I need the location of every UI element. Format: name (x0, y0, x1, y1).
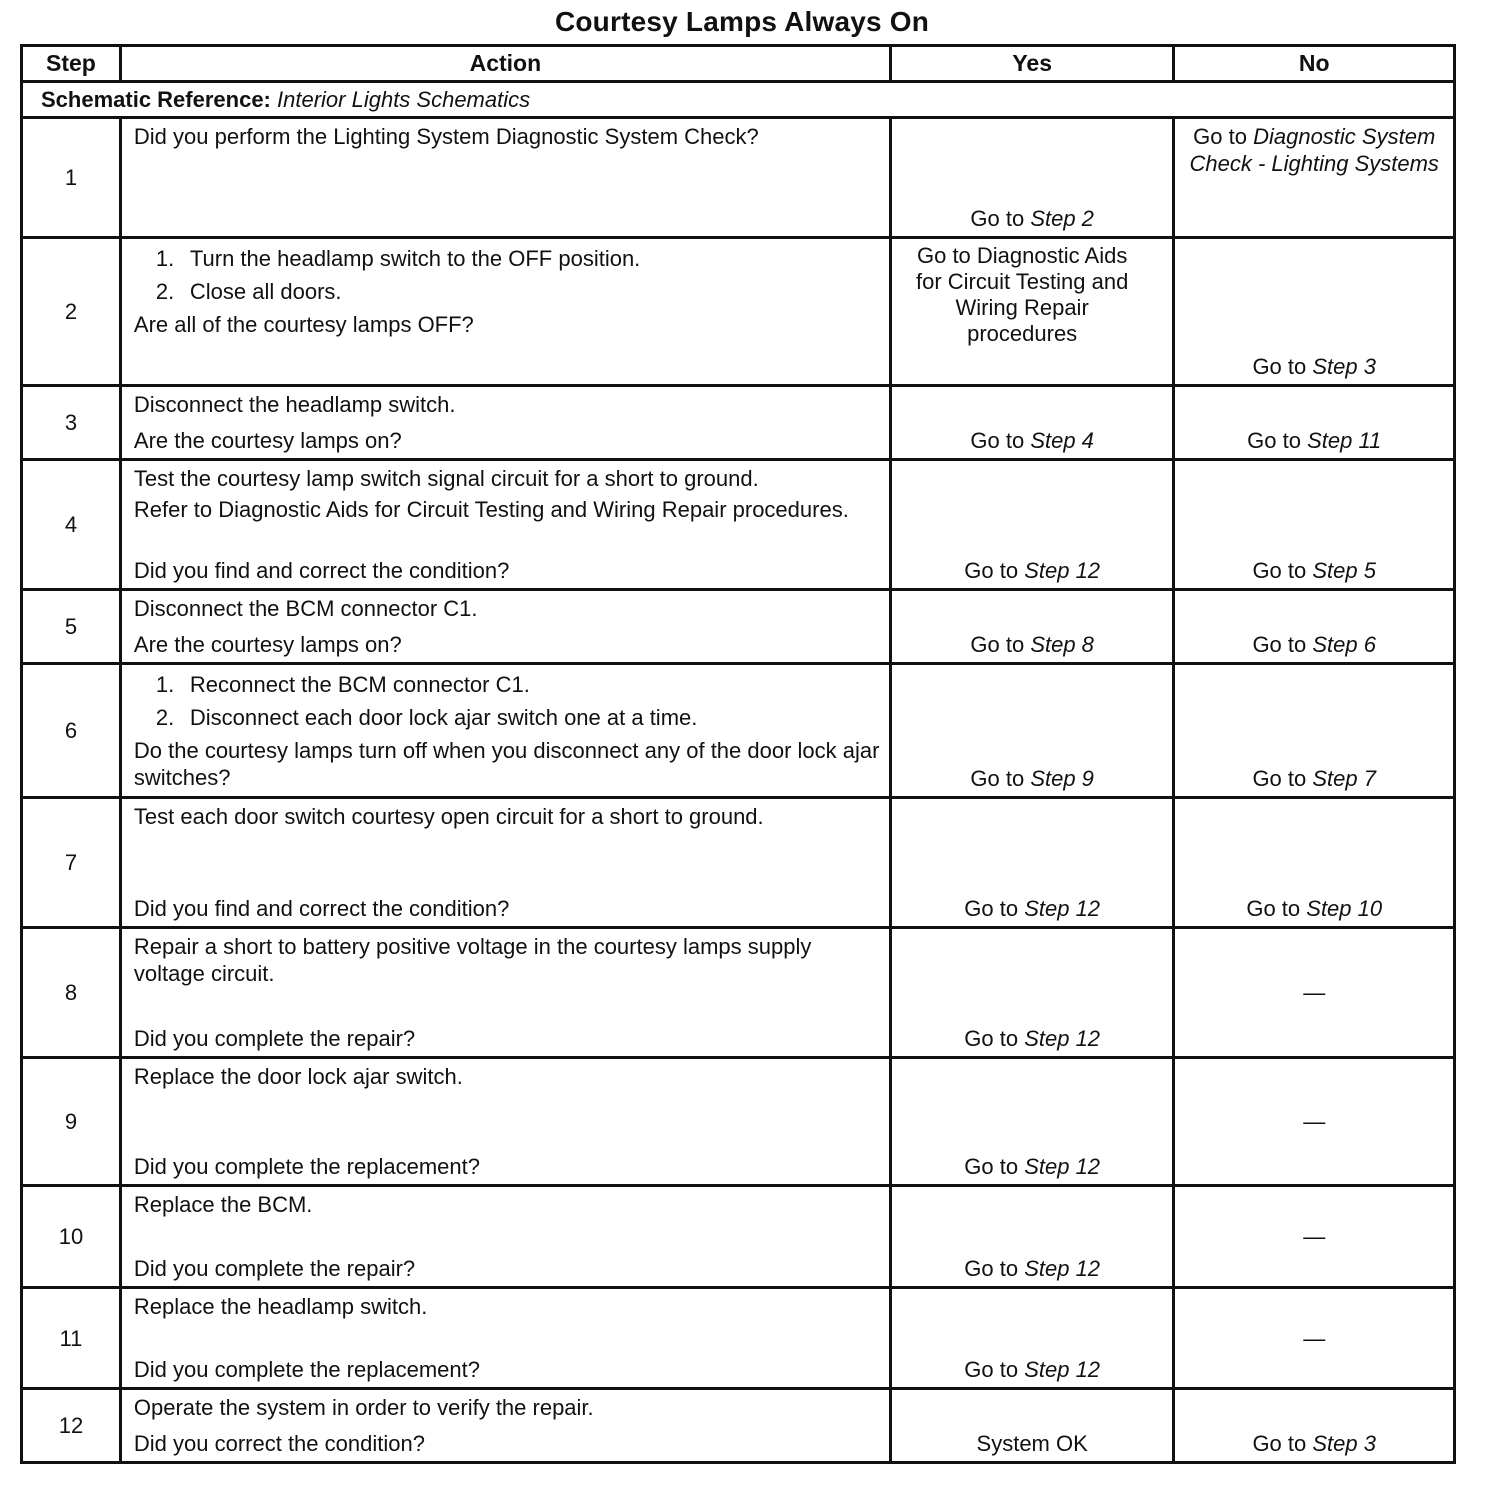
action-instructions (134, 1191, 881, 1218)
no-outcome-link[interactable]: Step 3 (1312, 354, 1376, 379)
yes-outcome-link[interactable]: Step 9 (1030, 766, 1094, 791)
action-question: Did you complete the replacement? (133, 1357, 480, 1382)
yes-outcome (890, 590, 1174, 664)
no-outcome (1174, 238, 1455, 386)
substep-number: 2. (155, 279, 175, 304)
step-number: 3 (22, 386, 121, 460)
action-question: Did you complete the repair? (133, 1256, 416, 1281)
yes-outcome-text: Go to (964, 1357, 1019, 1382)
no-outcome-dash: — (1303, 1325, 1326, 1351)
substep-number: 1. (155, 246, 175, 271)
yes-outcome-text: Go to (970, 206, 1025, 231)
action-question: Did you find and correct the condition? (133, 558, 510, 583)
yes-outcome (890, 1058, 1174, 1186)
substep-text: Reconnect the BCM connector C1. (189, 672, 530, 697)
action-question: Did you complete the repair? (133, 1026, 416, 1051)
yes-outcome (890, 798, 1174, 928)
action-instructions (134, 1293, 881, 1320)
no-outcome-link[interactable]: Step 11 (1307, 428, 1382, 453)
action-line: Refer to Diagnostic Aids for Circuit Testing and Wiring Repair procedures. (133, 497, 849, 522)
yes-outcome (890, 238, 1174, 386)
yes-outcome (890, 1186, 1174, 1288)
action-instructions (134, 933, 881, 987)
step-number: 12 (22, 1389, 121, 1463)
table-row (22, 928, 1455, 1058)
no-outcome-link[interactable]: Step 3 (1312, 1431, 1376, 1456)
yes-outcome-link[interactable]: Step 8 (1030, 632, 1094, 657)
table-row (22, 238, 1455, 386)
action-cell (120, 386, 890, 460)
action-cell (120, 1389, 890, 1463)
header-action: Action (120, 46, 890, 82)
page-title: Courtesy Lamps Always On (554, 6, 930, 37)
yes-outcome (890, 460, 1174, 590)
action-cell (120, 238, 890, 386)
action-cell (120, 118, 890, 238)
action-question: Are the courtesy lamps on? (133, 632, 402, 657)
yes-outcome (890, 664, 1174, 798)
step-number: 4 (22, 460, 121, 590)
no-outcome (1174, 1186, 1455, 1288)
action-question: Are the courtesy lamps on? (133, 428, 402, 453)
action-line: Repair a short to battery positive voltage in the courtesy lamps supply voltage circuit. (133, 934, 812, 986)
yes-outcome-link[interactable]: Step 12 (1024, 896, 1101, 921)
yes-outcome-text: Go to (964, 1154, 1019, 1179)
no-outcome-dash: — (1303, 980, 1326, 1005)
schematic-reference-label: Schematic Reference: (41, 87, 271, 112)
yes-outcome (890, 928, 1174, 1058)
table-row (22, 1288, 1455, 1389)
yes-outcome-link[interactable]: Step 12 (1024, 1154, 1101, 1179)
no-outcome (1174, 1288, 1455, 1389)
action-question: Did you find and correct the condition? (133, 896, 510, 921)
action-line: Disconnect the headlamp switch. (133, 392, 456, 417)
step-number: 7 (22, 798, 121, 928)
yes-outcome (890, 118, 1174, 238)
yes-outcome-text: Go to (970, 632, 1025, 657)
no-outcome-text: Go to (1252, 558, 1307, 583)
yes-outcome-text: Go to (964, 1256, 1019, 1281)
table-row (22, 798, 1455, 928)
step-number: 5 (22, 590, 121, 664)
no-outcome-text: Go to (1252, 632, 1307, 657)
header-step: Step (22, 46, 121, 82)
action-question: Did you complete the replacement? (133, 1154, 480, 1179)
substep-text: Close all doors. (189, 279, 342, 304)
schematic-reference (22, 82, 1455, 118)
yes-outcome-link[interactable]: Step 12 (1024, 1357, 1101, 1382)
action-cell (120, 460, 890, 590)
no-outcome-dash: — (1303, 1109, 1326, 1134)
no-outcome (1174, 798, 1455, 928)
action-line: Test the courtesy lamp switch signal circuit for a short to ground. (133, 466, 759, 491)
table-row (22, 1389, 1455, 1463)
action-question: Do the courtesy lamps turn off when you disconnect any of the door lock ajar switches? (133, 738, 880, 790)
no-outcome (1174, 460, 1455, 590)
header-row (22, 46, 1455, 82)
step-number: 8 (22, 928, 121, 1058)
no-outcome (1174, 386, 1455, 460)
yes-outcome-text: Go to Diagnostic Aids for Circuit Testing and Wiring Repair procedures (915, 243, 1129, 346)
no-outcome-link[interactable]: Step 6 (1312, 632, 1376, 657)
no-outcome (1174, 1389, 1455, 1463)
substep-number: 1. (155, 672, 175, 697)
step-number: 10 (22, 1186, 121, 1288)
step-number: 6 (22, 664, 121, 798)
action-instructions (134, 243, 881, 338)
action-instructions (134, 465, 881, 523)
schematic-reference-row (22, 82, 1455, 118)
yes-outcome (890, 1288, 1174, 1389)
step-number: 9 (22, 1058, 121, 1186)
action-line: Disconnect the BCM connector C1. (133, 596, 478, 621)
yes-outcome-text: Go to (970, 766, 1025, 791)
table-row (22, 664, 1455, 798)
action-substep (134, 278, 881, 305)
yes-outcome-link[interactable]: Step 12 (1024, 1026, 1101, 1051)
diagnostic-table (20, 44, 1456, 1464)
yes-outcome-text: System OK (976, 1431, 1088, 1456)
yes-outcome (890, 1389, 1174, 1463)
action-cell (120, 1288, 890, 1389)
action-line: Replace the headlamp switch. (133, 1294, 428, 1319)
action-line: Replace the BCM. (133, 1192, 313, 1217)
no-outcome-text: Go to (1247, 428, 1301, 453)
no-outcome (1174, 664, 1455, 798)
no-outcome-link[interactable]: Step 5 (1312, 558, 1376, 583)
yes-outcome-link[interactable]: Step 4 (1030, 428, 1094, 453)
table-row (22, 386, 1455, 460)
step-number: 2 (22, 238, 121, 386)
action-line: Test each door switch courtesy open circuit for a short to ground. (133, 804, 764, 829)
action-cell (120, 798, 890, 928)
action-instructions (134, 391, 881, 418)
action-instructions (134, 1063, 881, 1090)
step-number: 1 (22, 118, 121, 238)
yes-outcome-text: Go to (970, 428, 1025, 453)
action-question: Did you correct the condition? (133, 1431, 425, 1456)
action-substep (134, 704, 881, 731)
yes-outcome (890, 386, 1174, 460)
header-no: No (1174, 46, 1455, 82)
no-outcome-text: Go to (1252, 354, 1307, 379)
header-yes: Yes (890, 46, 1174, 82)
no-outcome-dash: — (1303, 1224, 1326, 1249)
no-outcome (1174, 1058, 1455, 1186)
yes-outcome-link[interactable]: Step 2 (1030, 206, 1094, 231)
action-substep (134, 671, 881, 698)
no-outcome (1174, 118, 1455, 238)
yes-outcome-link[interactable]: Step 12 (1024, 558, 1101, 583)
action-cell (120, 928, 890, 1058)
no-outcome-link[interactable]: Step 7 (1312, 766, 1376, 791)
table-row (22, 118, 1455, 238)
no-outcome-text: Go to (1252, 766, 1307, 791)
table-row (22, 590, 1455, 664)
action-question: Are all of the courtesy lamps OFF? (133, 312, 474, 337)
yes-outcome-text: Go to (964, 1026, 1019, 1051)
no-outcome-link[interactable]: Step 10 (1306, 896, 1383, 921)
no-outcome-text: Go to (1252, 1431, 1307, 1456)
yes-outcome-link[interactable]: Step 12 (1024, 1256, 1101, 1281)
action-line: Operate the system in order to verify the repair. (133, 1395, 594, 1420)
action-cell (120, 590, 890, 664)
no-outcome (1174, 590, 1455, 664)
yes-outcome-text: Go to (964, 558, 1019, 583)
no-outcome-text: Go to (1193, 124, 1247, 149)
no-outcome-link[interactable]: Diagnostic System Check - Lighting Systems (1189, 124, 1439, 176)
table-row (22, 1186, 1455, 1288)
action-instructions (134, 1394, 881, 1421)
no-outcome (1174, 928, 1455, 1058)
yes-outcome-text: Go to (964, 896, 1019, 921)
substep-text: Disconnect each door lock ajar switch one at a time. (189, 705, 698, 730)
table-row (22, 1058, 1455, 1186)
action-substep (134, 245, 881, 272)
substep-text: Turn the headlamp switch to the OFF position. (189, 246, 641, 271)
action-instructions (134, 803, 881, 830)
no-outcome-text: Go to (1246, 896, 1301, 921)
action-line: Replace the door lock ajar switch. (133, 1064, 463, 1089)
action-cell (120, 664, 890, 798)
action-instructions (134, 595, 881, 622)
action-cell (120, 1186, 890, 1288)
schematic-reference-link[interactable]: Interior Lights Schematics (277, 87, 531, 112)
action-line: Did you perform the Lighting System Diagnostic System Check? (133, 124, 759, 149)
step-number: 11 (22, 1288, 121, 1389)
table-row (22, 460, 1455, 590)
action-cell (120, 1058, 890, 1186)
action-instructions (134, 123, 881, 150)
action-instructions (134, 669, 881, 791)
substep-number: 2. (155, 705, 175, 730)
